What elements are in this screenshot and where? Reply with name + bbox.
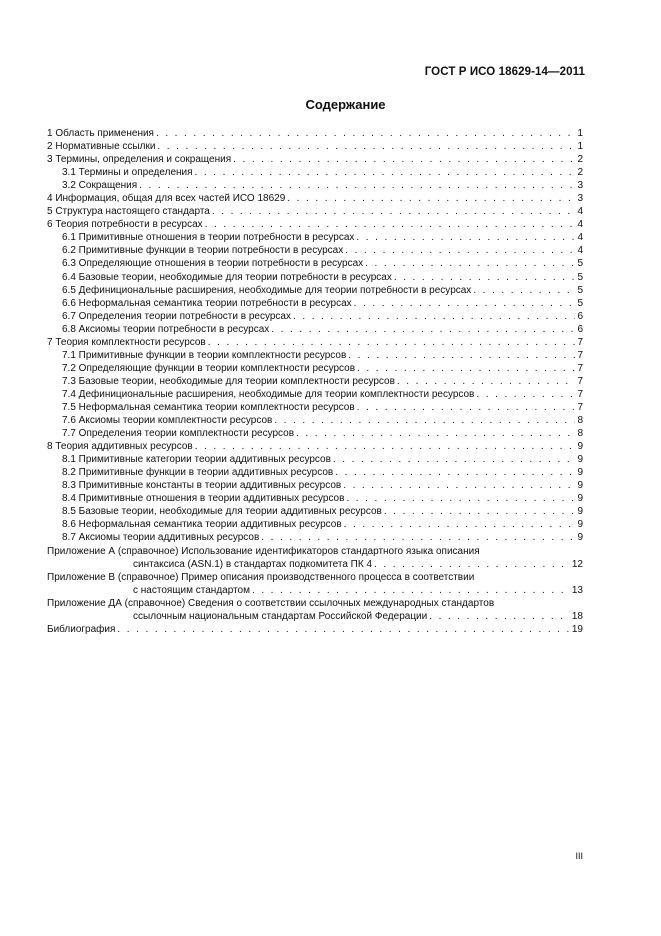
document-code: ГОСТ Р ИСО 18629-14—2011 — [424, 66, 585, 78]
toc-page-number: 2 — [577, 167, 583, 179]
toc-page-number: 3 — [577, 193, 583, 205]
toc-entry[interactable] — [47, 271, 583, 284]
toc-page-number: 4 — [577, 219, 583, 231]
toc-leader-dots — [374, 558, 570, 571]
toc-page-number: 8 — [577, 428, 583, 440]
toc-page-number: 7 — [577, 388, 583, 400]
toc-leader-dots — [252, 584, 570, 597]
toc-page-number: 5 — [577, 284, 583, 296]
toc-page-number: 9 — [577, 493, 583, 505]
toc-entries — [47, 127, 583, 545]
toc-entry[interactable] — [47, 192, 583, 205]
toc-entry-label: 7.3 Базовые теории, необходимые для теории комплектности ресурсов — [62, 375, 395, 387]
toc-leader-dots — [365, 257, 575, 270]
toc-page-number: 9 — [577, 454, 583, 466]
toc-entry-label: 6.3 Определяющие отношения в теории потребности в ресурсах — [62, 258, 364, 270]
toc-entry-label: 6.2 Примитивные функции в теории потребности в ресурсах — [62, 245, 344, 257]
toc-page-number: 7 — [577, 336, 583, 348]
toc-entry[interactable] — [47, 440, 583, 453]
toc-entry-label: 6.1 Примитивные отношения в теории потребности в ресурсах — [62, 232, 355, 244]
toc-entry[interactable] — [47, 205, 583, 218]
toc-entry-label: 8 Теория аддитивных ресурсов — [47, 441, 193, 453]
page-title: Содержание — [305, 97, 386, 112]
toc-leader-dots — [293, 310, 575, 323]
toc-page-number: 5 — [577, 258, 583, 270]
toc-entry[interactable] — [47, 127, 583, 140]
toc-entry-label: 7.4 Дефинициональные расширения, необходимые для теории комплектности ресурсов — [62, 388, 475, 400]
toc-page-number: 8 — [577, 415, 583, 427]
toc-leader-dots — [335, 466, 575, 479]
toc-page-number: 18 — [571, 610, 583, 622]
toc-page-number: 6 — [577, 323, 583, 335]
toc-entry-label: 7.7 Определения теории комплектности ресурсов — [62, 428, 295, 440]
toc-entry[interactable] — [47, 153, 583, 166]
toc-bibliography[interactable] — [47, 623, 583, 636]
toc-entry-label: 3 Термины, определения и сокращения — [47, 154, 232, 166]
toc-entry[interactable] — [47, 257, 583, 270]
toc-leader-dots — [139, 179, 575, 192]
toc-bibliography-label: Библиография — [47, 623, 116, 635]
toc-entry[interactable] — [47, 479, 583, 492]
toc-leader-dots — [345, 244, 575, 257]
toc-entry-label: 8.6 Неформальная семантика теории аддитивных ресурсов — [62, 519, 342, 531]
toc-leader-dots — [195, 440, 576, 453]
toc-page-number: 4 — [577, 232, 583, 244]
toc-page-number: 9 — [577, 506, 583, 518]
toc-entry[interactable] — [47, 401, 583, 414]
toc-entry-label: 5 Структура настоящего стандарта — [47, 206, 210, 218]
toc-leader-dots — [117, 623, 569, 636]
toc-entry-label: 6.7 Определения теории потребности в ресурсах — [62, 310, 291, 322]
toc-leader-dots — [205, 218, 576, 231]
toc-page-number: 7 — [577, 375, 583, 387]
toc-entry[interactable] — [47, 179, 583, 192]
toc-leader-dots — [473, 284, 575, 297]
toc-appendix-da-line2: ссылочным национальным стандартам Российской Федерации — [133, 610, 428, 622]
toc-entry-label: 7.6 Аксиомы теории комплектности ресурсов — [62, 415, 273, 427]
toc-entry[interactable] — [47, 166, 583, 179]
toc-entry-label: 8.7 Аксиомы теории аддитивных ресурсов — [62, 532, 260, 544]
toc-leader-dots — [394, 271, 576, 284]
toc-entry[interactable] — [47, 218, 583, 231]
toc-page-number: 12 — [571, 558, 583, 570]
toc-entry-label: 3.2 Сокращения — [62, 180, 138, 192]
toc-appendix-a-line1: Приложение А (справочное) Использование идентификаторов стандартного языка описания — [47, 545, 480, 557]
toc-leader-dots — [429, 610, 570, 623]
toc-leader-dots — [346, 492, 575, 505]
toc-leader-dots — [397, 375, 576, 388]
toc-leader-dots — [157, 140, 575, 153]
toc-entry-label: 6.8 Аксиомы теории потребности в ресурсах — [62, 323, 270, 335]
toc-leader-dots — [271, 323, 575, 336]
toc-entry-label: 2 Нормативные ссылки — [47, 141, 156, 153]
toc-leader-dots — [384, 505, 576, 518]
toc-entry[interactable] — [47, 388, 583, 401]
toc-entry[interactable] — [47, 505, 583, 518]
toc-entry-label: 6 Теория потребности в ресурсах — [47, 219, 203, 231]
toc-page-number: 3 — [577, 180, 583, 192]
toc-entry[interactable] — [47, 453, 583, 466]
toc-leader-dots — [233, 153, 575, 166]
toc-entry[interactable] — [47, 518, 583, 531]
toc-entry[interactable] — [47, 310, 583, 323]
toc-entry[interactable] — [47, 414, 583, 427]
toc-page-number: 9 — [577, 480, 583, 492]
toc-leader-dots — [195, 166, 576, 179]
toc-leader-dots — [261, 531, 575, 544]
toc-entry-label: 6.4 Базовые теории, необходимые для теории потребности в ресурсах — [62, 271, 392, 283]
toc-leader-dots — [356, 231, 575, 244]
toc-leader-dots — [343, 479, 575, 492]
page-number-roman: III — [575, 851, 583, 861]
toc-leader-dots — [156, 127, 575, 140]
toc-entry[interactable] — [47, 375, 583, 388]
toc-page-number: 4 — [577, 206, 583, 218]
toc-page-number: 7 — [577, 401, 583, 413]
toc-page-number: 2 — [577, 154, 583, 166]
toc-leader-dots — [287, 192, 575, 205]
toc-entry-label: 8.1 Примитивные категории теории аддитивных ресурсов — [62, 454, 331, 466]
toc-entry-label: 1 Область применения — [47, 128, 154, 139]
toc-appendix-b[interactable] — [47, 571, 583, 597]
toc-entry-label: 4 Информация, общая для всех частей ИСО 18629 — [47, 193, 286, 205]
toc-entry-label: 8.3 Примитивные константы в теории аддитивных ресурсов — [62, 480, 342, 492]
toc-leader-dots — [212, 205, 576, 218]
toc-entry[interactable] — [47, 336, 583, 349]
toc-page-number: 7 — [577, 349, 583, 361]
toc-leader-dots — [274, 414, 575, 427]
toc-entry[interactable] — [47, 323, 583, 336]
toc-page-number: 1 — [577, 141, 583, 153]
toc-page-number: 9 — [577, 519, 583, 531]
toc-leader-dots — [357, 401, 576, 414]
table-of-contents — [47, 127, 583, 636]
toc-entry[interactable] — [47, 362, 583, 375]
toc-page-number: 4 — [577, 245, 583, 257]
toc-entry[interactable] — [47, 492, 583, 505]
toc-entry[interactable] — [47, 349, 583, 362]
toc-page-number: 9 — [577, 467, 583, 479]
toc-entry-label: 7.2 Определяющие функции в теории комплектности ресурсов — [62, 362, 356, 374]
toc-leader-dots — [296, 427, 575, 440]
toc-entry-label: 6.6 Неформальная семантика теории потребности в ресурсах — [62, 297, 352, 309]
toc-entry[interactable] — [47, 231, 583, 244]
toc-leader-dots — [354, 297, 576, 310]
toc-page-number: 13 — [571, 584, 583, 596]
toc-entry-label: 8.2 Примитивные функции в теории аддитивных ресурсов — [62, 467, 334, 479]
toc-appendix-b-line2: с настоящим стандартом — [133, 584, 250, 596]
toc-leader-dots — [476, 388, 575, 401]
toc-leader-dots — [333, 453, 576, 466]
toc-entry-label: 7 Теория комплектности ресурсов — [47, 336, 206, 348]
toc-entry[interactable] — [47, 140, 583, 153]
toc-entry-label: 8.5 Базовые теории, необходимые для теории аддитивных ресурсов — [62, 506, 382, 518]
toc-appendix-da-line1: Приложение ДА (справочное) Сведения о соответствии ссылочных международных стандартов — [47, 597, 495, 609]
toc-page-number: 9 — [577, 532, 583, 544]
toc-page-number: 1 — [577, 128, 583, 139]
toc-entry[interactable] — [47, 244, 583, 257]
toc-leader-dots — [344, 518, 576, 531]
toc-leader-dots — [357, 362, 575, 375]
toc-entry[interactable] — [47, 531, 583, 544]
toc-page-number: 7 — [577, 362, 583, 374]
toc-page-number: 9 — [577, 441, 583, 453]
toc-entry[interactable] — [47, 427, 583, 440]
toc-leader-dots — [208, 336, 576, 349]
toc-entry-label: 7.5 Неформальная семантика теории комплектности ресурсов — [62, 401, 355, 413]
toc-appendix-b-line1: Приложение В (справочное) Пример описания производственного процесса в соответствии — [47, 571, 475, 583]
toc-entry-label: 8.4 Примитивные отношения в теории аддитивных ресурсов — [62, 493, 345, 505]
toc-appendix-a[interactable] — [47, 545, 583, 571]
toc-page-number: 6 — [577, 310, 583, 322]
toc-entry[interactable] — [47, 297, 583, 310]
toc-appendix-a-line2: синтаксиса (ASN.1) в стандартах подкомитета ПК 4 — [133, 558, 373, 570]
toc-entry[interactable] — [47, 284, 583, 297]
toc-page-number: 5 — [577, 271, 583, 283]
toc-page-number: 5 — [577, 297, 583, 309]
toc-page-number: 19 — [571, 623, 583, 635]
toc-entry[interactable] — [47, 466, 583, 479]
toc-entry-label: 3.1 Термины и определения — [62, 167, 193, 179]
toc-entry-label: 6.5 Дефинициональные расширения, необходимые для теории потребности в ресурсах — [62, 284, 472, 296]
toc-leader-dots — [348, 349, 575, 362]
toc-entry-label: 7.1 Примитивные функции в теории комплектности ресурсов — [62, 349, 347, 361]
toc-appendix-da[interactable] — [47, 597, 583, 623]
